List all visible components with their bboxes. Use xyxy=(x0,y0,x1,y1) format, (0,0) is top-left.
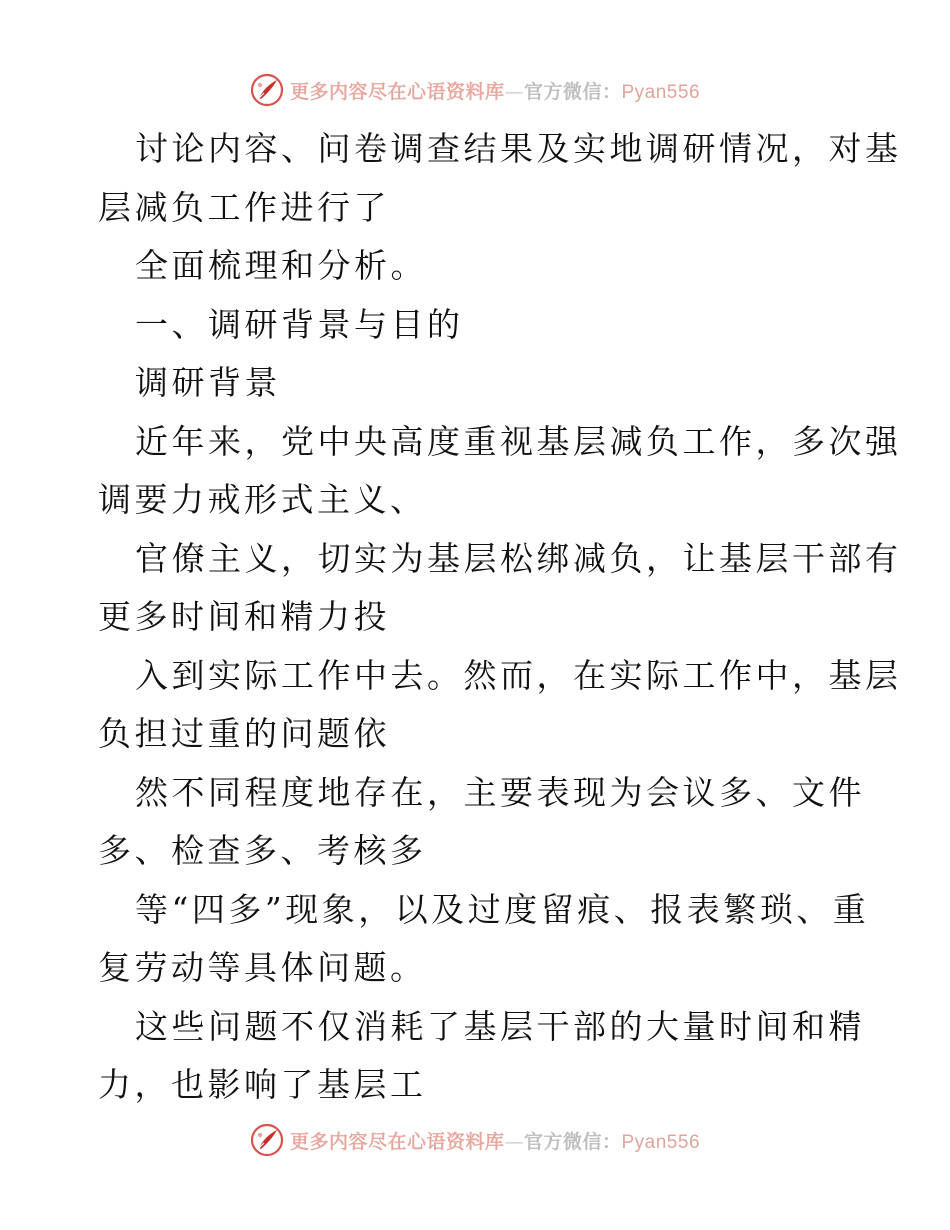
text-line: 全面梳理和分析。 xyxy=(135,246,427,285)
watermark-label: 官方微信： xyxy=(523,1130,622,1153)
quill-pen-logo-icon xyxy=(250,73,284,107)
quill-pen-logo-icon xyxy=(250,1123,284,1157)
watermark-text xyxy=(290,1127,700,1154)
watermark-label: 官方微信： xyxy=(523,80,622,103)
watermark-brand: 更多内容尽在心语资料库 xyxy=(289,80,505,103)
text-line: 力，也影响了基层工 xyxy=(98,1065,427,1104)
text-line: 讨论内容、问卷调查结果及实地调研情况，对基 xyxy=(135,129,902,168)
text-line: 官僚主义，切实为基层松绑减负，让基层干部有 xyxy=(135,538,902,578)
watermark-dash: — xyxy=(504,1130,524,1153)
text-line: 这些问题不仅消耗了基层干部的大量时间和精 xyxy=(135,1006,865,1046)
text-line: 入到实际工作中去。然而，在实际工作中，基层 xyxy=(135,655,902,695)
text-line: 然不同程度地存在，主要表现为会议多、文件 xyxy=(135,772,865,812)
subsection-heading: 调研背景 xyxy=(135,363,281,402)
document-body xyxy=(98,120,902,1115)
text-line: 近年来，党中央高度重视基层减负工作，多次强 xyxy=(135,421,902,461)
watermark-text xyxy=(290,77,700,104)
watermark-dash: — xyxy=(504,80,524,103)
text-line: 复劳动等具体问题。 xyxy=(98,948,427,987)
text-line: 层减负工作进行了 xyxy=(98,187,390,227)
text-line: 等“四多”现象，以及过度留痕、报表繁琐、重 xyxy=(135,889,870,929)
watermark-id: Pyan556 xyxy=(621,1131,701,1153)
footer-watermark xyxy=(0,1120,950,1160)
section-heading: 一、调研背景与目的 xyxy=(135,304,464,344)
text-line: 负担过重的问题依 xyxy=(98,714,390,753)
text-line: 多、检查多、考核多 xyxy=(98,831,427,870)
text-line: 更多时间和精力投 xyxy=(98,597,390,636)
watermark-id: Pyan556 xyxy=(621,81,701,103)
header-watermark xyxy=(0,70,950,110)
watermark-brand: 更多内容尽在心语资料库 xyxy=(289,1130,505,1153)
text-line: 调要力戒形式主义、 xyxy=(98,480,427,519)
